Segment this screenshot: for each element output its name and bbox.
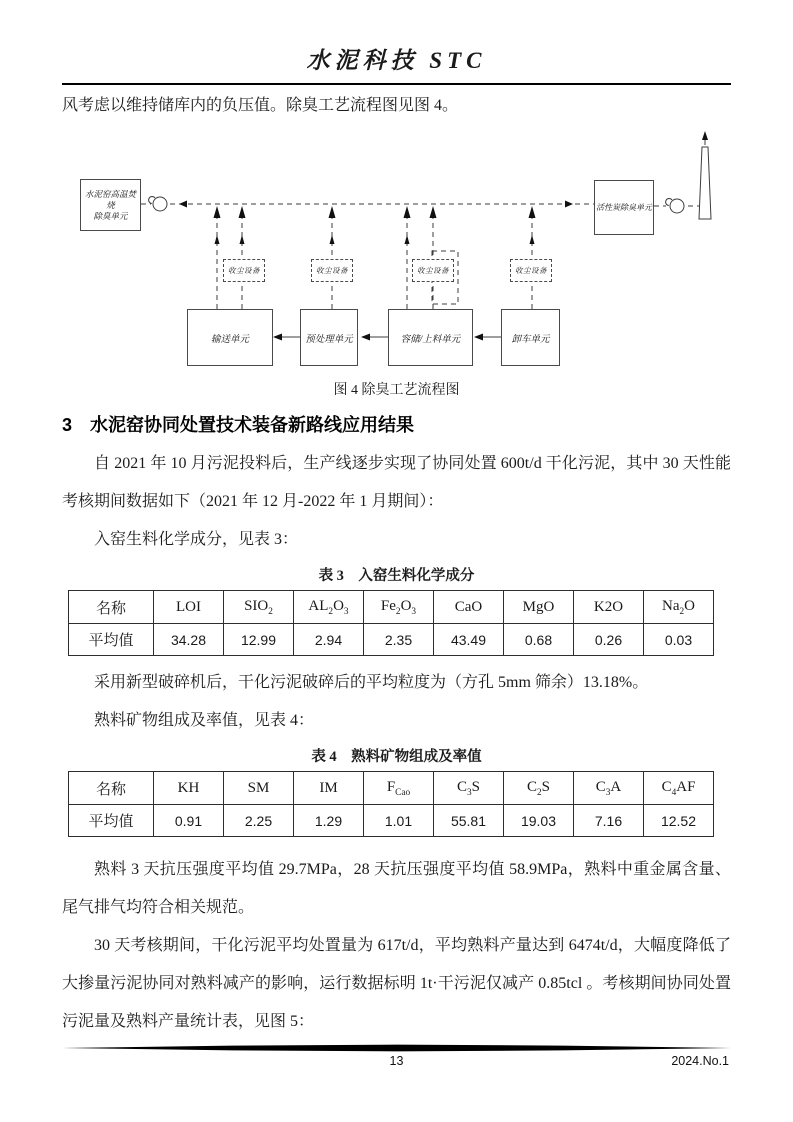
arrow-up-icon <box>529 206 536 218</box>
kiln-box-label-line2: 除臭单元 <box>93 210 128 221</box>
journal-title: 水泥科技 STC <box>306 48 487 73</box>
dust-collector-box: 收尘设备 <box>311 259 353 282</box>
pretreat-unit-box: 预处理单元 <box>300 309 358 366</box>
header-rule <box>62 83 731 85</box>
table-raw-meal-composition <box>68 590 714 656</box>
table-header-cell: $Fe_2O_3$ <box>364 591 434 624</box>
table-header-cell: IM <box>294 772 364 805</box>
chimney-icon <box>699 131 711 219</box>
table-value-cell: 12.99 <box>224 624 294 656</box>
dust-collector-box: 收尘设备 <box>412 259 454 282</box>
table-value-cell: 1.01 <box>364 805 434 837</box>
table-value-cell: 2.35 <box>364 624 434 656</box>
convey-unit-box: 输送单元 <box>187 309 273 366</box>
page-number: 13 <box>389 1054 404 1068</box>
fan-icon <box>149 197 167 211</box>
table-header-cell: $C_2S$ <box>504 772 574 805</box>
table-header-cell: $SIO_2$ <box>224 591 294 624</box>
table-header-cell: SM <box>224 772 294 805</box>
table-value-cell: 55.81 <box>434 805 504 837</box>
footer-rule <box>62 1044 731 1052</box>
page-footer <box>62 1044 731 1072</box>
storage-feed-unit-box: 容储/上料单元 <box>388 309 473 366</box>
section-title: 水泥窑协同处置技术装备新路线应用结果 <box>90 415 415 435</box>
table-value-cell: 12.52 <box>644 805 714 837</box>
table-row-label: 平均值 <box>69 805 154 837</box>
arrow-right-icon <box>565 201 573 208</box>
dust-collector-box: 收尘设备 <box>223 259 265 282</box>
table-value-cell: 0.26 <box>574 624 644 656</box>
table-header-cell: $AL_2O_3$ <box>294 591 364 624</box>
table-3-caption: 表 3 入窑生料化学成分 <box>318 568 475 584</box>
issue-number: 2024.No.1 <box>671 1054 729 1068</box>
table-header-row <box>69 772 714 805</box>
table-header-cell: $C_4AF$ <box>644 772 714 805</box>
section-number: 3 <box>62 415 73 435</box>
intro-paragraph: 风考虑以维持储库内的负压值。除臭工艺流程图见图 4。 <box>62 97 459 114</box>
table-value-row <box>69 624 714 656</box>
kiln-deodorize-unit-box <box>80 179 141 231</box>
arrow-up-icon <box>214 206 221 218</box>
unload-unit-box: 卸车单元 <box>501 309 560 366</box>
table-header-cell: MgO <box>504 591 574 624</box>
table-header-cell: $C_3A$ <box>574 772 644 805</box>
arrow-left-icon <box>273 334 282 341</box>
table-value-cell: 2.94 <box>294 624 364 656</box>
paragraph-table4-ref: 熟料矿物组成及率值，见表 4： <box>94 712 315 729</box>
arrow-left-icon <box>474 334 483 341</box>
arrow-left-icon <box>179 201 187 208</box>
figure-4-diagram <box>60 129 729 381</box>
table-4-caption: 表 4 熟料矿物组成及率值 <box>311 749 482 765</box>
arrow-up-icon <box>239 206 246 218</box>
fan-icon <box>666 199 684 213</box>
table-corner-cell: 名称 <box>69 772 154 805</box>
arrow-up-icon <box>404 206 411 218</box>
paragraph-performance-intro: 自 2021 年 10 月污泥投料后，生产线逐步实现了协同处置 600t/d 干化污泥，其中 30 天性能考核期间数据如下（2021 年 12 月-2022 年 1 月期间）： <box>62 455 731 510</box>
paragraph-crusher: 采用新型破碎机后，干化污泥破碎后的平均粒度为（方孔 5mm 筛余）13.18%。 <box>94 674 649 691</box>
table-clinker-minerals <box>68 771 714 837</box>
table-value-cell: 0.03 <box>644 624 714 656</box>
table-value-cell: 19.03 <box>504 805 574 837</box>
table-value-cell: 0.68 <box>504 624 574 656</box>
dust-collector-box: 收尘设备 <box>510 259 552 282</box>
section-3-heading <box>62 411 731 439</box>
paragraph-strength: 熟料 3 天抗压强度平均值 29.7MPa，28 天抗压强度平均值 58.9MPa，熟料中重金属含量、尾气排气均符合相关规范。 <box>62 861 731 916</box>
table-header-cell: K2O <box>574 591 644 624</box>
table-header-cell: $Na_2O$ <box>644 591 714 624</box>
kiln-box-label-line1: 水泥窑高温焚烧 <box>84 188 136 210</box>
arrow-up-icon <box>329 206 336 218</box>
table-value-cell: 34.28 <box>154 624 224 656</box>
table-value-cell: 43.49 <box>434 624 504 656</box>
table-value-cell: 0.91 <box>154 805 224 837</box>
table-header-cell: KH <box>154 772 224 805</box>
table-header-cell: LOI <box>154 591 224 624</box>
table-header-row <box>69 591 714 624</box>
table-header-cell: $C_3S$ <box>434 772 504 805</box>
paragraph-table3-ref: 入窑生料化学成分，见表 3： <box>94 531 299 548</box>
table-value-cell: 1.29 <box>294 805 364 837</box>
activated-carbon-unit-box: 活性炭除臭单元 <box>594 180 654 235</box>
arrow-up-icon <box>430 206 437 218</box>
table-header-cell: CaO <box>434 591 504 624</box>
figure-4-caption: 图 4 除臭工艺流程图 <box>333 383 460 398</box>
table-value-cell: 7.16 <box>574 805 644 837</box>
table-corner-cell: 名称 <box>69 591 154 624</box>
arrow-left-icon <box>361 334 370 341</box>
table-row-label: 平均值 <box>69 624 154 656</box>
table-header-cell: $F_{Cao}$ <box>364 772 434 805</box>
table-value-cell: 2.25 <box>224 805 294 837</box>
table-value-row <box>69 805 714 837</box>
paragraph-assessment: 30 天考核期间，干化污泥平均处置量为 617t/d，平均熟料产量达到 6474t/d，大幅度降低了大掺量污泥协同对熟料减产的影响，运行数据标明 1t·干污泥仅减产 0.85tcl 。考核期间协同处置污泥量及熟料产量统计表，见图 5： <box>62 937 731 1030</box>
